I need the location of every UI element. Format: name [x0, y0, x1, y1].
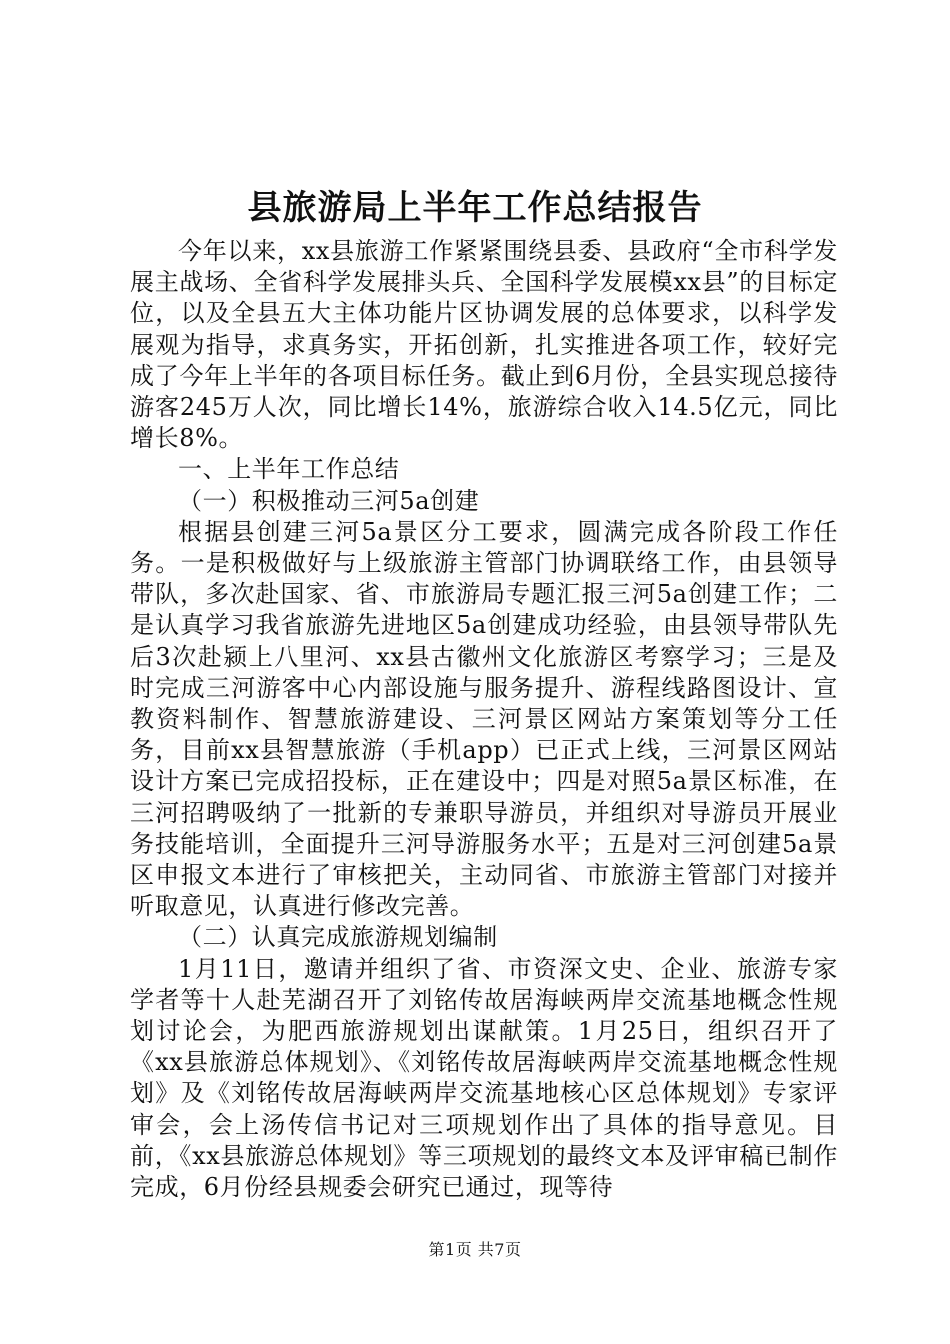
subsection-heading-2: （二）认真完成旅游规划编制 — [178, 923, 498, 952]
subsection-heading-1: （一）积极推动三河5a创建 — [178, 486, 480, 515]
intro-paragraph: 今年以来，xx县旅游工作紧紧围绕县委、县政府“全市科学发展主战场、全省科学发展排头兵、全国科学发展模xx县”的目标定位，以及全县五大主体功能片区协调发展的总体要求，以科学发展观为指导，求真务实，开拓创新，扎实推进各项工作，较好完成了今年上半年的各项目标任务。截止到6月份，全县实现总接待游客245万人次，同比增长14%，旅游综合收入14.5亿元，同比增长8%。 — [130, 237, 838, 453]
document-title: 县旅游局上半年工作总结报告 — [247, 188, 703, 228]
subsection-2-paragraph: 1月11日，邀请并组织了省、市资深文史、企业、旅游专家学者等十人赴芜湖召开了刘铭传故居海峡两岸交流基地概念性规划讨论会，为肥西旅游规划出谋献策。1月25日，组织召开了《xx县旅游总体规划》、《刘铭传故居海峡两岸交流基地概念性规划》及《刘铭传故居海峡两岸交流基地核心区总体规划》专家评审会，会上汤传信书记对三项规划作出了具体的指导意见。目前，《xx县旅游总体规划》等三项规划的最终文本及评审稿已制作完成，6月份经县规委会研究已通过，现等待 — [130, 954, 838, 1202]
page-footer: 第1页 共7页 — [428, 1240, 522, 1259]
document-body — [130, 236, 838, 1203]
subsection-1-paragraph: 根据县创建三河5a景区分工要求，圆满完成各阶段工作任务。一是积极做好与上级旅游主管部门协调联络工作，由县领导带队，多次赴国家、省、市旅游局专题汇报三河5a创建工作；二是认真学习我省旅游先进地区5a创建成功经验，由县领导带队先后3次赴颍上八里河、xx县古徽州文化旅游区考察学习；三是及时完成三河游客中心内部设施与服务提升、游程线路图设计、宣教资料制作、智慧旅游建设、三河景区网站方案策划等分工任务，目前xx县智慧旅游（手机app）已正式上线，三河景区网站设计方案已完成招投标，正在建设中；四是对照5a景区标准，在三河招聘吸纳了一批新的专兼职导游员，并组织对导游员开展业务技能培训，全面提升三河导游服务水平；五是对三河创建5a景区申报文本进行了审核把关，主动同省、市旅游主管部门对接并听取意见，认真进行修改完善。 — [130, 517, 838, 921]
section-heading: 一、上半年工作总结 — [178, 455, 400, 484]
